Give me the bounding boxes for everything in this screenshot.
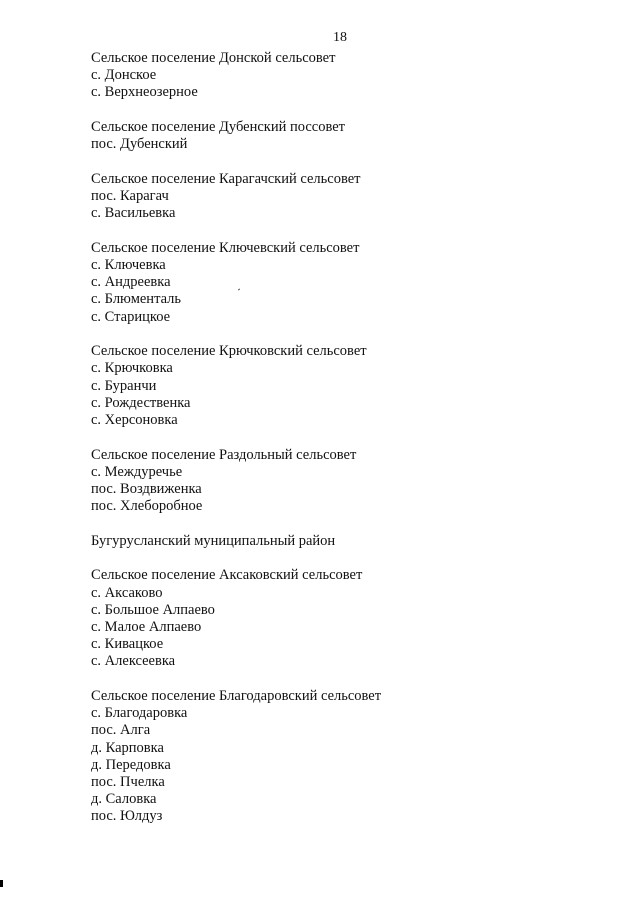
locality-item: с. Донское [91,67,157,84]
settlement-block [91,240,591,326]
locality-item: с. Малое Алпаево [91,619,202,636]
locality-item: с. Благодаровка [91,705,188,722]
locality-item: с. Кивацкое [91,636,164,653]
district-settlement-list [91,567,591,825]
settlement-list [91,50,591,515]
locality-item: пос. Пчелка [91,774,165,791]
scan-edge-mark [0,880,3,887]
settlement-heading: Сельское поселение Благодаровский сельсовет [91,688,382,705]
locality-item: с. Старицкое [91,308,171,325]
district-title: Бугурусланский муниципальный район [91,532,336,549]
settlement-block [91,171,591,223]
locality-item: с. Андреевка [91,274,171,291]
locality-item: пос. Карагач [91,188,169,204]
settlement-heading: Сельское поселение Аксаковский сельсовет [91,567,363,584]
settlement-heading: Сельское поселение Раздольный сельсовет [91,446,357,463]
locality-item: с. Верхнеозерное [91,84,198,101]
settlement-block [91,688,591,826]
locality-item: с. Рождественка [91,394,191,411]
locality-item: с. Блюменталь [91,291,181,308]
locality-item: пос. Дубенский [91,136,188,153]
locality-item: с. Большое Алпаево [91,601,215,618]
locality-item: д. Передовка [91,756,171,773]
settlement-heading: Сельское поселение Донской сельсовет [91,50,336,66]
locality-item: с. Буранчи [91,377,157,394]
settlement-heading: Сельское поселение Дубенский поссовет [91,119,346,135]
locality-item: с. Васильевка [91,205,176,222]
settlement-heading: Сельское поселение Карагачский сельсовет [91,170,361,187]
document-body [91,50,591,843]
locality-item: с. Междуречье [91,463,183,480]
settlement-heading: Сельское поселение Крючковский сельсовет [91,343,367,360]
settlement-block [91,50,591,102]
locality-item: с. Херсоновка [91,412,178,429]
settlement-heading: Сельское поселение Ключевский сельсовет [91,239,360,256]
locality-item: пос. Алга [91,722,151,739]
locality-item: с. Крючковка [91,360,173,377]
settlement-block [91,447,591,516]
locality-item: д. Карповка [91,739,164,756]
settlement-block [91,343,591,429]
settlement-block [91,567,591,670]
locality-item: пос. Хлеборобное [91,498,203,515]
settlement-block [91,119,591,153]
locality-item: пос. Юлдуз [91,808,163,825]
locality-item: пос. Воздвиженка [91,481,202,498]
locality-item: д. Саловка [91,791,157,808]
page-number: 18 [333,30,347,45]
locality-item: с. Аксаково [91,584,163,601]
locality-item: с. Ключевка [91,257,166,273]
locality-item: с. Алексеевка [91,653,176,670]
